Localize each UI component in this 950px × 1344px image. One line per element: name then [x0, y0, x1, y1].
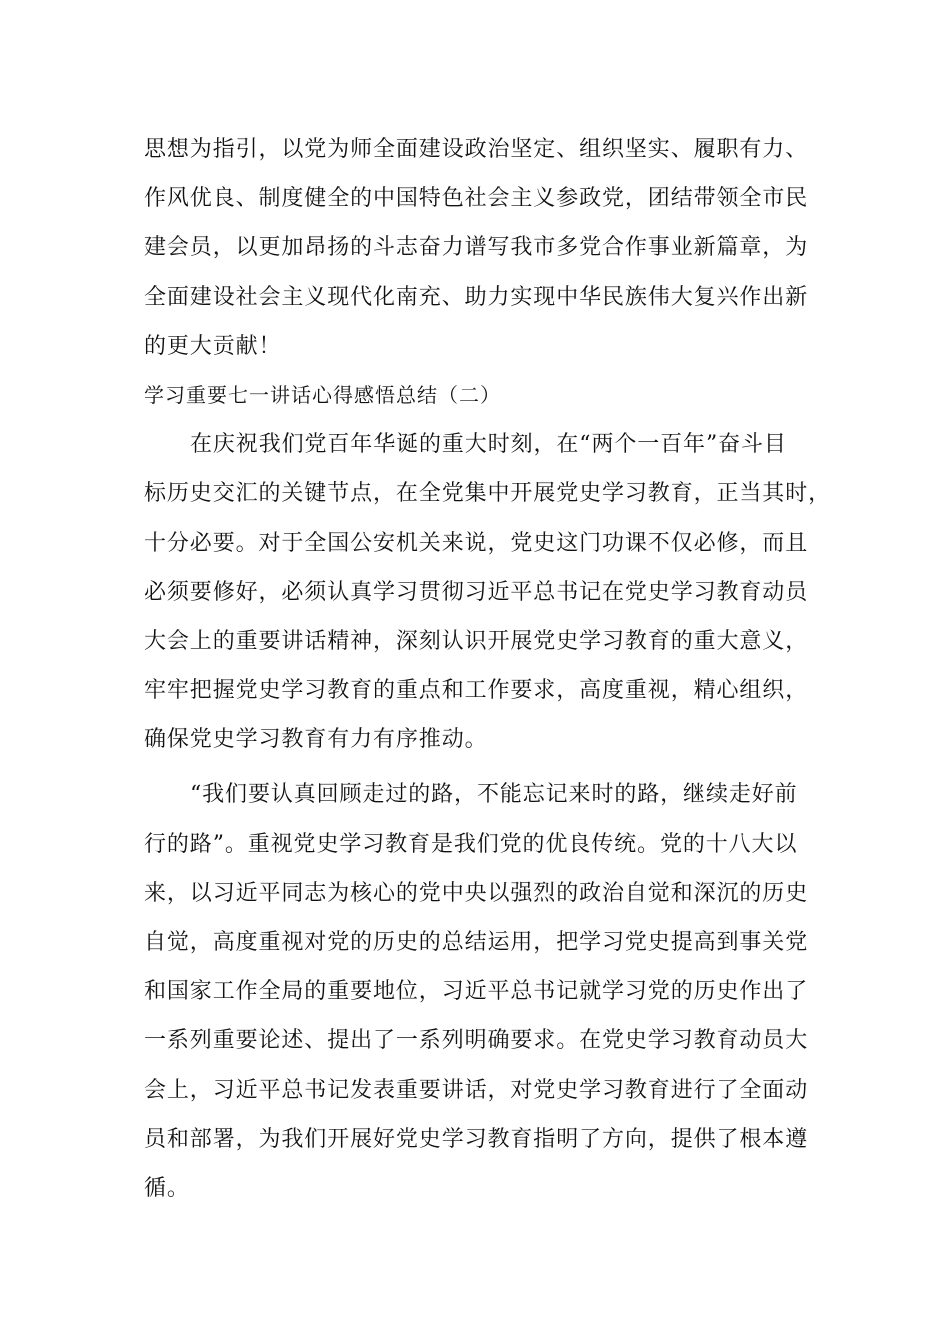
section-title: 学习重要七一讲话心得感悟总结（二） [144, 382, 501, 407]
text-line: 循。 [144, 1175, 190, 1201]
text-line: 的更大贡献！ [144, 333, 282, 359]
text-line: 思想为指引，以党为师全面建设政治坚定、组织坚实、履职有力、 [144, 137, 809, 162]
text-line: 作风优良、制度健全的中国特色社会主义参政党，团结带领全市民 [144, 186, 809, 212]
document-body [144, 125, 834, 1213]
text-line: 自觉，高度重视对党的历史的总结运用，把学习党史提高到事关党 [144, 930, 809, 955]
text-line: 全面建设社会主义现代化南充、助力实现中华民族伟大复兴作出新 [144, 284, 809, 310]
text-line: 行的路”。重视党史学习教育是我们党的优良传统。党的十八大以 [144, 831, 798, 857]
intro-paragraph [144, 125, 834, 371]
text-line: 必须要修好，必须认真学习贯彻习近平总书记在党史学习教育动员 [144, 579, 809, 605]
text-line: 在庆祝我们党百年华诞的重大时刻，在“两个一百年”奋斗目 [190, 432, 787, 458]
text-line: 牢牢把握党史学习教育的重点和工作要求，高度重视，精心组织， [144, 678, 809, 704]
text-line: 来，以习近平同志为核心的党中央以强烈的政治自觉和深沉的历史 [144, 880, 809, 906]
text-line: “我们要认真回顾走过的路，不能忘记来时的路，继续走好前 [190, 782, 798, 808]
text-line: 建会员，以更加昂扬的斗志奋力谱写我市多党合作事业新篇章，为 [144, 235, 809, 261]
text-line: 标历史交汇的关键节点，在全党集中开展党史学习教育，正当其时， [144, 481, 832, 507]
text-line: 一系列重要论述、提出了一系列明确要求。在党史学习教育动员大 [144, 1028, 809, 1054]
text-line: 会上，习近平总书记发表重要讲话，对党史学习教育进行了全面动 [144, 1077, 809, 1103]
text-line: 大会上的重要讲话精神，深刻认识开展党史学习教育的重大意义， [144, 628, 809, 654]
text-line: 确保党史学习教育有力有序推动。 [144, 727, 488, 753]
paragraph-2 [144, 770, 834, 1213]
paragraph-1 [144, 420, 834, 764]
text-line: 十分必要。对于全国公安机关来说，党史这门功课不仅必修，而且 [144, 530, 809, 556]
text-line: 员和部署，为我们开展好党史学习教育指明了方向，提供了根本遵 [144, 1126, 809, 1152]
text-line: 和国家工作全局的重要地位，习近平总书记就学习党的历史作出了 [144, 979, 809, 1005]
